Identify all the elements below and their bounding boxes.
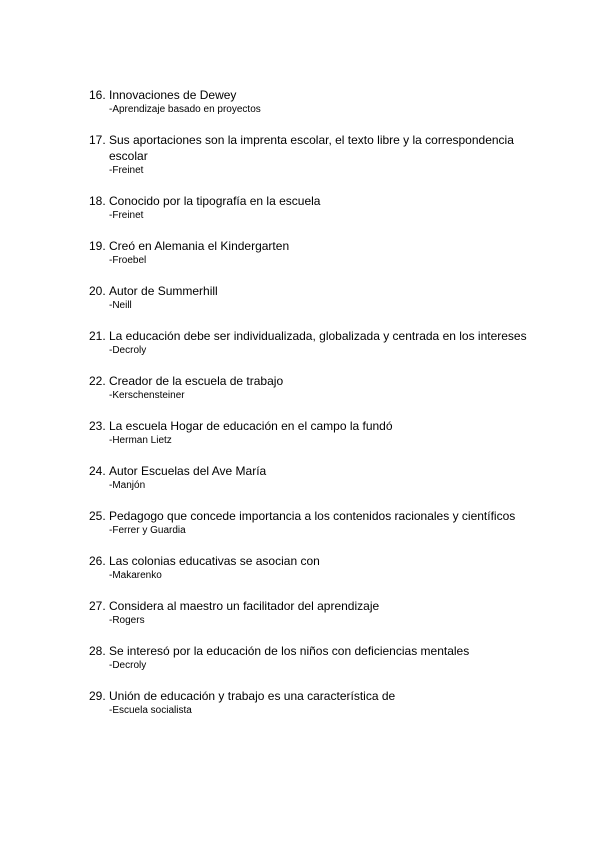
question-answer: -Herman Lietz <box>109 435 172 446</box>
question-item-28 <box>89 643 529 673</box>
question-text: Unión de educación y trabajo es una característica de <box>109 689 396 703</box>
question-number: 29. <box>89 689 106 703</box>
question-number: 20. <box>89 284 106 298</box>
question-number: 21. <box>89 329 106 343</box>
question-number: 24. <box>89 464 106 478</box>
question-number: 17. <box>89 133 106 147</box>
question-answer: -Decroly <box>109 660 147 671</box>
question-item-25 <box>89 508 529 538</box>
question-body <box>109 598 529 628</box>
question-text: Conocido por la tipografía en la escuela <box>109 194 321 208</box>
question-text: La escuela Hogar de educación en el campo la fundó <box>109 419 393 433</box>
question-answer: -Freinet <box>109 210 144 221</box>
question-body <box>109 418 529 448</box>
question-item-22 <box>89 373 529 403</box>
question-body <box>109 373 529 403</box>
question-text: Creó en Alemania el Kindergarten <box>109 239 290 253</box>
question-body <box>109 643 529 673</box>
question-answer: -Decroly <box>109 345 147 356</box>
question-answer: -Escuela socialista <box>109 705 192 716</box>
question-text: Creador de la escuela de trabajo <box>109 374 284 388</box>
question-item-19 <box>89 238 529 268</box>
question-list <box>89 87 529 733</box>
question-body <box>109 463 529 493</box>
question-answer: -Kerschensteiner <box>109 390 185 401</box>
question-body <box>109 87 529 117</box>
question-answer: -Makarenko <box>109 570 162 581</box>
question-text: Innovaciones de Dewey <box>109 88 237 102</box>
question-item-24 <box>89 463 529 493</box>
question-answer: -Freinet <box>109 165 144 176</box>
question-item-20 <box>89 283 529 313</box>
question-text: Pedagogo que concede importancia a los contenidos racionales y científicos <box>109 509 516 523</box>
question-text: Considera al maestro un facilitador del aprendizaje <box>109 599 380 613</box>
question-answer: -Ferrer y Guardia <box>109 525 186 536</box>
question-item-27 <box>89 598 529 628</box>
question-item-23 <box>89 418 529 448</box>
question-text: Autor Escuelas del Ave María <box>109 464 267 478</box>
question-number: 27. <box>89 599 106 613</box>
question-text: Se interesó por la educación de los niños con deficiencias mentales <box>109 644 470 658</box>
question-item-18 <box>89 193 529 223</box>
question-item-26 <box>89 553 529 583</box>
question-item-16 <box>89 87 529 117</box>
question-item-29 <box>89 688 529 718</box>
question-answer: -Neill <box>109 300 132 311</box>
question-body <box>109 508 529 538</box>
question-answer: -Manjón <box>109 480 146 491</box>
question-answer: -Rogers <box>109 615 145 626</box>
question-answer: -Aprendizaje basado en proyectos <box>109 104 261 115</box>
question-number: 26. <box>89 554 106 568</box>
question-body <box>109 688 529 718</box>
question-body <box>109 328 529 358</box>
question-number: 28. <box>89 644 106 658</box>
question-body <box>109 132 529 178</box>
question-number: 23. <box>89 419 106 433</box>
question-text: Autor de Summerhill <box>109 284 218 298</box>
question-body <box>109 193 529 223</box>
question-text: Las colonias educativas se asocian con <box>109 554 320 568</box>
question-number: 16. <box>89 88 106 102</box>
question-body <box>109 283 529 313</box>
question-item-17 <box>89 132 529 178</box>
question-body <box>109 553 529 583</box>
question-number: 22. <box>89 374 106 388</box>
question-text: La educación debe ser individualizada, globalizada y centrada en los intereses <box>109 329 527 343</box>
question-number: 25. <box>89 509 106 523</box>
question-answer: -Froebel <box>109 255 147 266</box>
question-number: 18. <box>89 194 106 208</box>
question-item-21 <box>89 328 529 358</box>
question-body <box>109 238 529 268</box>
question-number: 19. <box>89 239 106 253</box>
question-text: Sus aportaciones son la imprenta escolar, el texto libre y la correspondencia escolar <box>109 133 514 163</box>
